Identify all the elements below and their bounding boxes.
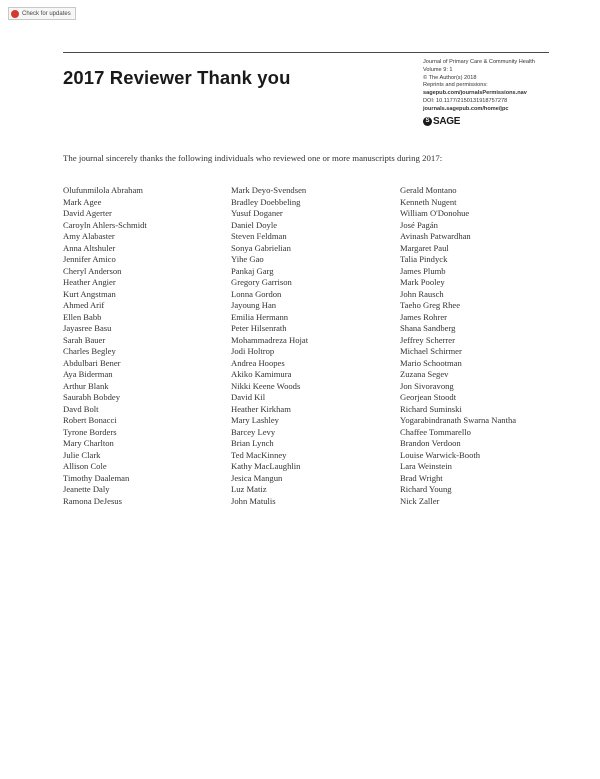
journal-link[interactable]: journals.sagepub.com/home/jpc	[423, 105, 509, 112]
reviewer-name: Brian Lynch	[231, 438, 274, 448]
reviewer-name: John Matulis	[231, 495, 276, 506]
reviewer-name: Avinash Patwardhan	[400, 231, 471, 241]
reviewer-column-3	[400, 185, 516, 507]
reviewer-name: Brandon Verdoon	[400, 438, 461, 448]
reviewer-name: Mary Lashley	[231, 415, 279, 425]
journal-name: Journal of Primary Care & Community Health	[423, 59, 535, 65]
reviewer-name: Jeanette Daly	[63, 484, 110, 494]
reviewer-name: James Rohrer	[400, 311, 448, 322]
reviewer-name: Sonya Gabrielian	[231, 242, 291, 253]
reviewer-name: Mark Deyo-Svendsen	[231, 185, 307, 195]
reviewer-name: Steven Feldman	[231, 231, 287, 241]
reviewer-name: Yogarabindranath Swarna Nantha	[400, 415, 517, 425]
reviewer-name: Amy Alabaster	[63, 231, 115, 241]
reviewer-name: Allison Cole	[63, 461, 107, 471]
reviewer-name: Jesica Mangun	[231, 472, 283, 483]
reviewer-name: Nikki Keene Woods	[231, 380, 301, 391]
reviewer-name: Ellen Babb	[63, 311, 102, 322]
reviewer-column-1	[63, 185, 147, 507]
reviewer-name: Talia Pindyck	[400, 254, 448, 264]
check-for-updates-badge[interactable]	[8, 7, 76, 20]
reviewer-name: Mary Charlton	[63, 438, 114, 448]
reviewer-name: Nick Zaller	[400, 495, 440, 506]
header-rule	[63, 52, 549, 53]
doi[interactable]: DOI: 10.1177/2150131918757278	[423, 97, 508, 104]
reviewer-name: Anna Altshuler	[63, 242, 116, 253]
reviewer-name: Kathy MacLaughlin	[231, 461, 301, 471]
reviewer-column-2	[231, 185, 308, 507]
page-title: 2017 Reviewer Thank you	[63, 67, 291, 88]
reviewer-name: Saurabh Bobdey	[63, 392, 121, 402]
sage-logo	[423, 117, 535, 127]
reviewer-name: Julie Clark	[63, 449, 101, 460]
reviewer-name: Ted MacKinney	[231, 449, 287, 460]
reprints-link[interactable]: sagepub.com/journalsPermissions.nav	[423, 90, 527, 97]
reviewer-name: Sarah Bauer	[63, 334, 106, 345]
reviewer-name: Zuzana Segev	[400, 369, 449, 379]
reviewer-name: Richard Young	[400, 484, 452, 494]
reviewer-name: Davd Bolt	[63, 403, 99, 414]
intro-text: The journal sincerely thanks the following individuals who reviewed one or more manuscripts during 2017:	[63, 153, 443, 163]
reviewer-name: Michael Schirmer	[400, 346, 462, 356]
reviewer-name: Akiko Kamimura	[231, 369, 292, 379]
reviewer-name: Heather Angier	[63, 277, 116, 287]
reviewer-name: Pankaj Garg	[231, 265, 274, 276]
reviewer-name: Peter Hilsenrath	[231, 323, 287, 333]
sage-logo-text: SAGE	[433, 115, 461, 127]
reviewer-name: Louise Warwick-Booth	[400, 449, 481, 460]
reviewer-name: Yihe Gao	[231, 254, 264, 264]
reviewer-name: Lara Weinstein	[400, 461, 452, 471]
reviewer-name: Mark Agee	[63, 196, 102, 207]
check-updates-label: Check for updates	[22, 10, 71, 17]
reviewer-name: Jodi Holtrop	[231, 346, 275, 356]
reviewer-name: Arthur Blank	[63, 380, 109, 391]
reviewer-name: Kurt Angstman	[63, 288, 116, 299]
reviewer-name: Jayoung Han	[231, 300, 277, 310]
reviewer-name: Kenneth Nugent	[400, 196, 457, 207]
reviewer-name: Mohammadreza Hojat	[231, 334, 309, 345]
reviewer-name: Olufunmilola Abraham	[63, 185, 143, 195]
reviewer-name: Gerald Montano	[400, 185, 457, 195]
reviewer-name: Tyrone Borders	[63, 426, 117, 437]
reviewer-name: William O'Donohue	[400, 208, 470, 218]
reviewer-name: Caroyln Ahlers-Schmidt	[63, 219, 147, 230]
reviewer-name: Bradley Doebbeling	[231, 196, 301, 207]
journal-meta	[423, 59, 535, 127]
reviewer-name: Chaffee Tommarello	[400, 426, 471, 437]
reviewer-name: Cheryl Anderson	[63, 265, 122, 276]
reviewer-name: Georjean Stoodt	[400, 392, 457, 402]
reviewer-name: Brad Wright	[400, 472, 443, 483]
reviewer-name: Andrea Hoopes	[231, 357, 285, 368]
journal-volume: Volume 9: 1	[423, 66, 453, 73]
reviewer-name: Abdulbari Bener	[63, 357, 121, 368]
reviewer-name: David Kil	[231, 392, 266, 402]
reviewer-name: Jon Sivoravong	[400, 380, 454, 391]
reviewer-name: Jennifer Amico	[63, 254, 116, 264]
reviewer-name: Timothy Daaleman	[63, 472, 130, 483]
reviewer-name: Margaret Paul	[400, 242, 449, 253]
reprints-label: Reprints and permissions:	[423, 82, 488, 89]
reviewer-name: Jayasree Basu	[63, 323, 112, 333]
reviewer-name: Emilia Hermann	[231, 311, 289, 322]
reviewer-name: Ahmed Arif	[63, 300, 105, 310]
reviewer-name: James Plumb	[400, 265, 446, 276]
reviewer-name: John Rausch	[400, 288, 444, 299]
reviewer-name: Barcey Levy	[231, 426, 276, 437]
reviewer-name: Daniel Doyle	[231, 219, 278, 230]
reviewer-name: Jeffrey Scherrer	[400, 334, 455, 345]
check-updates-icon	[11, 10, 19, 18]
reviewer-name: David Agerter	[63, 208, 112, 218]
reviewer-name: José Pagán	[400, 219, 438, 230]
reviewer-name: Mark Pooley	[400, 277, 445, 287]
reviewer-name: Luz Matiz	[231, 484, 267, 494]
reviewer-name: Heather Kirkham	[231, 403, 291, 414]
reviewer-name: Aya Biderman	[63, 369, 113, 379]
reviewer-name: Yusuf Doganer	[231, 208, 283, 218]
reviewer-name: Lonna Gordon	[231, 288, 282, 299]
reviewer-name: Shana Sandberg	[400, 323, 456, 333]
reviewer-name: Richard Suminski	[400, 403, 462, 414]
reviewer-name: Ramona DeJesus	[63, 495, 122, 506]
copyright: © The Author(s) 2018	[423, 74, 477, 81]
sage-logo-icon: S	[423, 117, 432, 126]
reviewer-name: Taeho Greg Rhee	[400, 300, 461, 310]
reviewer-name: Gregory Garrison	[231, 277, 292, 287]
reviewer-name: Charles Begley	[63, 346, 116, 356]
reviewer-name: Robert Bonacci	[63, 415, 117, 425]
reviewer-name: Mario Schootman	[400, 357, 462, 368]
